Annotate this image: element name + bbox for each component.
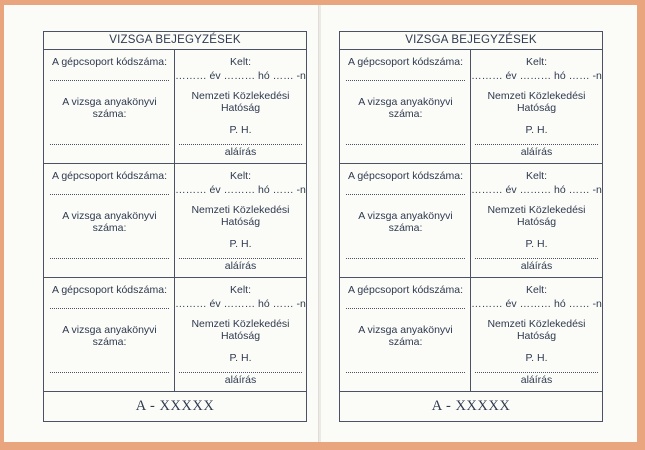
entry-right-column: [175, 164, 306, 277]
exam-entries-form: [43, 31, 307, 422]
entry-right-column: [471, 164, 602, 277]
dated-label: Kelt:: [525, 56, 547, 68]
exam-entry: [44, 164, 306, 278]
group-code-field[interactable]: [346, 80, 465, 81]
signature-label: aláírás: [520, 260, 553, 272]
signature-label: aláírás: [224, 260, 257, 272]
signature-label: aláírás: [520, 374, 553, 386]
stamp-label: P. H.: [525, 124, 548, 136]
group-code-label: A gépcsoport kódszáma:: [348, 56, 463, 68]
group-code-label: A gépcsoport kódszáma:: [348, 284, 463, 296]
exam-entry: [44, 278, 306, 392]
serial-number: A - XXXXX: [135, 398, 215, 414]
exam-register-label: A vizsga anyakönyvi száma:: [358, 210, 453, 234]
authority-name: Nemzeti Közlekedési Hatóság: [191, 204, 290, 228]
form-title: VIZSGA BEJEGYZÉSEK: [44, 32, 306, 50]
entry-left-column: [44, 164, 175, 277]
exam-entry: [340, 278, 602, 392]
authority-name: Nemzeti Közlekedési Hatóság: [487, 204, 586, 228]
exam-register-field[interactable]: [346, 144, 465, 145]
signature-field[interactable]: [475, 372, 598, 373]
signature-label: aláírás: [224, 374, 257, 386]
signature-field[interactable]: [475, 258, 598, 259]
dated-label: Kelt:: [229, 56, 251, 68]
group-code-label: A gépcsoport kódszáma:: [52, 170, 167, 182]
date-line[interactable]: ……… év ……… hó …… -n: [175, 298, 306, 310]
exam-register-label: A vizsga anyakönyvi száma:: [358, 96, 453, 120]
left-page: [4, 5, 319, 442]
date-line[interactable]: ……… év ……… hó …… -n: [175, 184, 306, 196]
stamp-label: P. H.: [229, 238, 252, 250]
exam-entry: [340, 164, 602, 278]
stamp-label: P. H.: [525, 352, 548, 364]
exam-register-field[interactable]: [50, 144, 169, 145]
serial-number: A - XXXXX: [431, 398, 511, 414]
exam-entries-form: [339, 31, 603, 422]
entry-left-column: [44, 50, 175, 163]
stamp-label: P. H.: [229, 352, 252, 364]
group-code-label: A gépcsoport kódszáma:: [52, 284, 167, 296]
group-code-label: A gépcsoport kódszáma:: [52, 56, 167, 68]
exam-register-field[interactable]: [50, 372, 169, 373]
date-line[interactable]: ……… év ……… hó …… -n: [471, 184, 602, 196]
exam-entry: [340, 50, 602, 164]
entry-right-column: [175, 278, 306, 391]
entry-left-column: [340, 278, 471, 391]
signature-field[interactable]: [475, 144, 598, 145]
dated-label: Kelt:: [229, 170, 251, 182]
group-code-field[interactable]: [50, 80, 169, 81]
dated-label: Kelt:: [525, 170, 547, 182]
signature-field[interactable]: [179, 258, 302, 259]
authority-name: Nemzeti Közlekedési Hatóság: [487, 90, 586, 114]
entry-right-column: [471, 278, 602, 391]
signature-field[interactable]: [179, 144, 302, 145]
group-code-field[interactable]: [50, 194, 169, 195]
date-line[interactable]: ……… év ……… hó …… -n: [175, 70, 306, 82]
exam-register-label: A vizsga anyakönyvi száma:: [62, 324, 157, 348]
exam-register-field[interactable]: [346, 258, 465, 259]
right-page: [321, 5, 637, 442]
dated-label: Kelt:: [229, 284, 251, 296]
exam-entry: [44, 50, 306, 164]
date-line[interactable]: ……… év ……… hó …… -n: [471, 298, 602, 310]
group-code-field[interactable]: [346, 194, 465, 195]
entry-right-column: [175, 50, 306, 163]
signature-label: aláírás: [520, 146, 553, 158]
exam-register-field[interactable]: [50, 258, 169, 259]
group-code-field[interactable]: [346, 308, 465, 309]
entry-right-column: [471, 50, 602, 163]
exam-register-label: A vizsga anyakönyvi száma:: [62, 96, 157, 120]
date-line[interactable]: ……… év ……… hó …… -n: [471, 70, 602, 82]
authority-name: Nemzeti Közlekedési Hatóság: [487, 318, 586, 342]
group-code-field[interactable]: [50, 308, 169, 309]
authority-name: Nemzeti Közlekedési Hatóság: [191, 90, 290, 114]
exam-register-label: A vizsga anyakönyvi száma:: [358, 324, 453, 348]
entry-left-column: [340, 50, 471, 163]
stamp-label: P. H.: [525, 238, 548, 250]
form-title: VIZSGA BEJEGYZÉSEK: [340, 32, 602, 50]
exam-register-field[interactable]: [346, 372, 465, 373]
group-code-label: A gépcsoport kódszáma:: [348, 170, 463, 182]
dated-label: Kelt:: [525, 284, 547, 296]
authority-name: Nemzeti Közlekedési Hatóság: [191, 318, 290, 342]
signature-label: aláírás: [224, 146, 257, 158]
entry-left-column: [340, 164, 471, 277]
signature-field[interactable]: [179, 372, 302, 373]
entry-left-column: [44, 278, 175, 391]
exam-register-label: A vizsga anyakönyvi száma:: [62, 210, 157, 234]
stamp-label: P. H.: [229, 124, 252, 136]
